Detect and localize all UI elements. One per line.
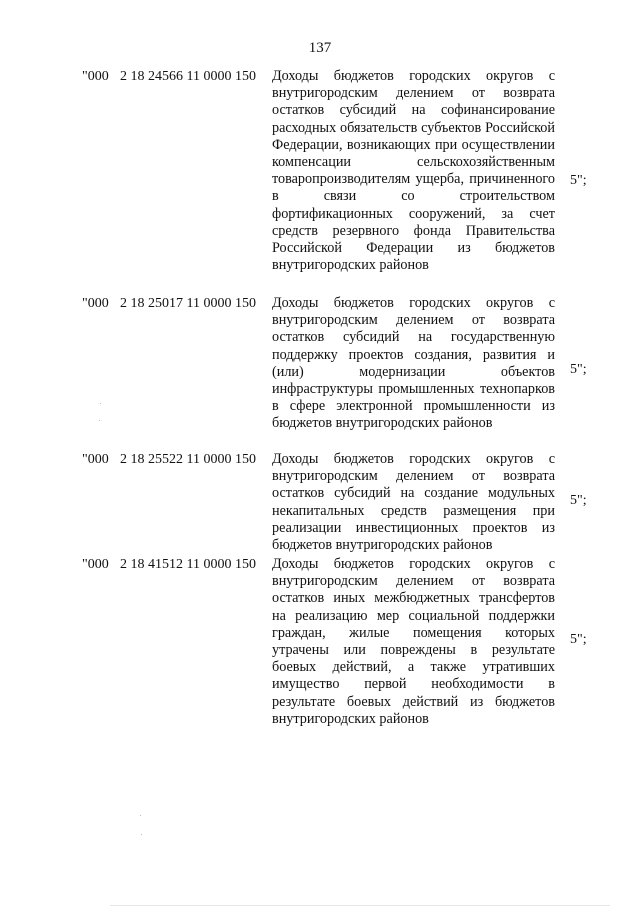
entry-suffix: 5"; (570, 493, 587, 508)
entry-prefix: "000 (82, 69, 109, 84)
entry-prefix: "000 (82, 296, 109, 311)
entry-description: Доходы бюджетов городских округов с внутригородским делением от возврата остатков субсидий на создание модульных некапитальных средств размещения при реализации инвестиционных проектов из бюджетов внутригородских районов (272, 451, 555, 554)
entry-suffix: 5"; (570, 362, 587, 377)
budget-classification-code: 2 18 25017 11 0000 150 (120, 296, 256, 311)
scan-speck (99, 420, 100, 421)
scan-speck (141, 834, 142, 835)
entry-suffix: 5"; (570, 632, 587, 647)
entry-suffix: 5"; (570, 173, 587, 188)
budget-classification-code: 2 18 41512 11 0000 150 (120, 557, 256, 572)
page-number: 137 (308, 40, 332, 56)
scan-speck (100, 403, 101, 404)
entry-description: Доходы бюджетов городских округов с внутригородским делением от возврата остатков субсидий на софинансирование расходных обязательств субъектов Российской Федерации, возникающих при осуществлении компенсации сельскохозяйственным товаропроизводителям ущерба, причиненного в связи со строительством фортификационных сооружений, за счет средств резервного фонда Правительства Российской Федерации из бюджетов внутригородских районов (272, 68, 555, 274)
scan-speck (140, 815, 141, 816)
entry-prefix: "000 (82, 452, 109, 467)
entry-prefix: "000 (82, 557, 109, 572)
budget-classification-code: 2 18 24566 11 0000 150 (120, 69, 256, 84)
budget-classification-code: 2 18 25522 11 0000 150 (120, 452, 256, 467)
entry-description: Доходы бюджетов городских округов с внутригородским делением от возврата остатков субсидий на государственную поддержку проектов создания, развития и (или) модернизации объектов инфраструктуры промышленных технопарков в сфере электронной промышленности из бюджетов внутригородских районов (272, 295, 555, 432)
entry-description: Доходы бюджетов городских округов с внутригородским делением от возврата остатков иных межбюджетных трансфертов на реализацию мер социальной поддержки граждан, жилые помещения которых утрачены или повреждены в результате боевых действий, а также утративших имущество первой необходимости в результате боевых действий из бюджетов внутригородских районов (272, 556, 555, 727)
scan-edge-line (110, 905, 610, 906)
